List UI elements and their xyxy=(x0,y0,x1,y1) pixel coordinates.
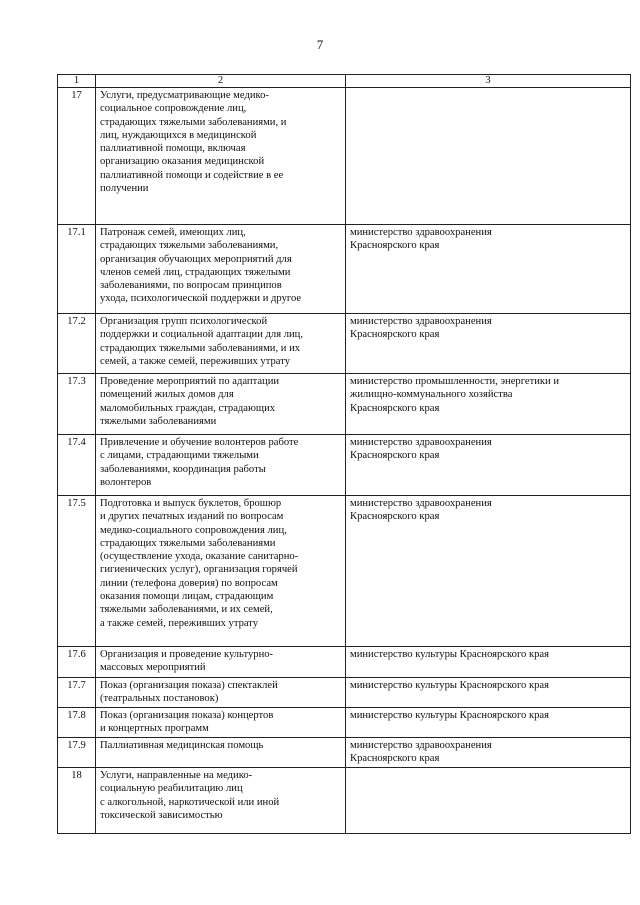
table-row xyxy=(58,435,631,496)
row-number: 17.9 xyxy=(58,738,96,768)
service-description: Патронаж семей, имеющих лиц, страдающих тяжелыми заболеваниями, организация обучающих мероприятий для членов семей лиц, страдающих тяжелыми заболеваниями, по вопросам принципов ухода, психологической поддержки и другое xyxy=(96,225,346,314)
table-header-row xyxy=(58,75,631,88)
responsible-executor: министерство культуры Красноярского края xyxy=(346,647,631,678)
row-number: 17 xyxy=(58,88,96,225)
table-row xyxy=(58,678,631,708)
row-number: 17.2 xyxy=(58,314,96,374)
row-number: 17.8 xyxy=(58,708,96,738)
table-row xyxy=(58,314,631,374)
service-description: Паллиативная медицинская помощь xyxy=(96,738,346,768)
table-row xyxy=(58,708,631,738)
service-description: Услуги, предусматривающие медико- социальное сопровождение лиц, страдающих тяжелыми заболеваниями, и лиц, нуждающихся в медицинской паллиативной помощи, включая организацию оказания медицинской паллиативной помощи и содействие в ее получении xyxy=(96,88,346,225)
service-description: Проведение мероприятий по адаптации помещений жилых домов для маломобильных граждан, страдающих тяжелыми заболеваниями xyxy=(96,374,346,435)
table-row xyxy=(58,88,631,225)
responsible-executor: министерство здравоохранения Красноярского края xyxy=(346,225,631,314)
responsible-executor: министерство культуры Красноярского края xyxy=(346,678,631,708)
service-description: Услуги, направленные на медико- социальную реабилитацию лиц с алкогольной, наркотической или иной токсической зависимостью xyxy=(96,768,346,834)
row-number: 17.4 xyxy=(58,435,96,496)
responsible-executor: министерство промышленности, энергетики и жилищно-коммунального хозяйства Красноярского края xyxy=(346,374,631,435)
table-row xyxy=(58,496,631,647)
header-col-1: 1 xyxy=(58,75,96,88)
table-row xyxy=(58,768,631,834)
table-row xyxy=(58,225,631,314)
header-col-2: 2 xyxy=(96,75,346,88)
service-description: Подготовка и выпуск буклетов, брошюр и других печатных изданий по вопросам медико-социального сопровождения лиц, страдающих тяжелыми заболеваниями (осуществление ухода, оказание санитарно- гигиенических услуг), организация горячей линии (телефона доверия) по вопросам оказания помощи лицам, страдающим тяжелыми заболеваниями, и их семей, а также семей, переживших утрату xyxy=(96,496,346,647)
services-table xyxy=(57,74,631,834)
service-description: Показ (организация показа) концертов и концертных программ xyxy=(96,708,346,738)
responsible-executor: министерство здравоохранения Красноярского края xyxy=(346,314,631,374)
responsible-executor: министерство здравоохранения Красноярского края xyxy=(346,496,631,647)
responsible-executor: министерство культуры Красноярского края xyxy=(346,708,631,738)
responsible-executor: министерство здравоохранения Красноярского края xyxy=(346,435,631,496)
row-number: 17.3 xyxy=(58,374,96,435)
responsible-executor xyxy=(346,88,631,225)
table-row xyxy=(58,374,631,435)
row-number: 18 xyxy=(58,768,96,834)
row-number: 17.1 xyxy=(58,225,96,314)
service-description: Показ (организация показа) спектаклей (театральных постановок) xyxy=(96,678,346,708)
row-number: 17.7 xyxy=(58,678,96,708)
service-description: Организация групп психологической поддержки и социальной адаптации для лиц, страдающих тяжелыми заболеваниями, и их семей, а также семей, переживших утрату xyxy=(96,314,346,374)
header-col-3: 3 xyxy=(346,75,631,88)
service-description: Организация и проведение культурно- массовых мероприятий xyxy=(96,647,346,678)
table-row xyxy=(58,738,631,768)
row-number: 17.5 xyxy=(58,496,96,647)
responsible-executor: министерство здравоохранения Красноярского края xyxy=(346,738,631,768)
responsible-executor xyxy=(346,768,631,834)
row-number: 17.6 xyxy=(58,647,96,678)
service-description: Привлечение и обучение волонтеров работе с лицами, страдающими тяжелыми заболеваниями, координация работы волонтеров xyxy=(96,435,346,496)
page-number: 7 xyxy=(316,37,324,52)
table-row xyxy=(58,647,631,678)
